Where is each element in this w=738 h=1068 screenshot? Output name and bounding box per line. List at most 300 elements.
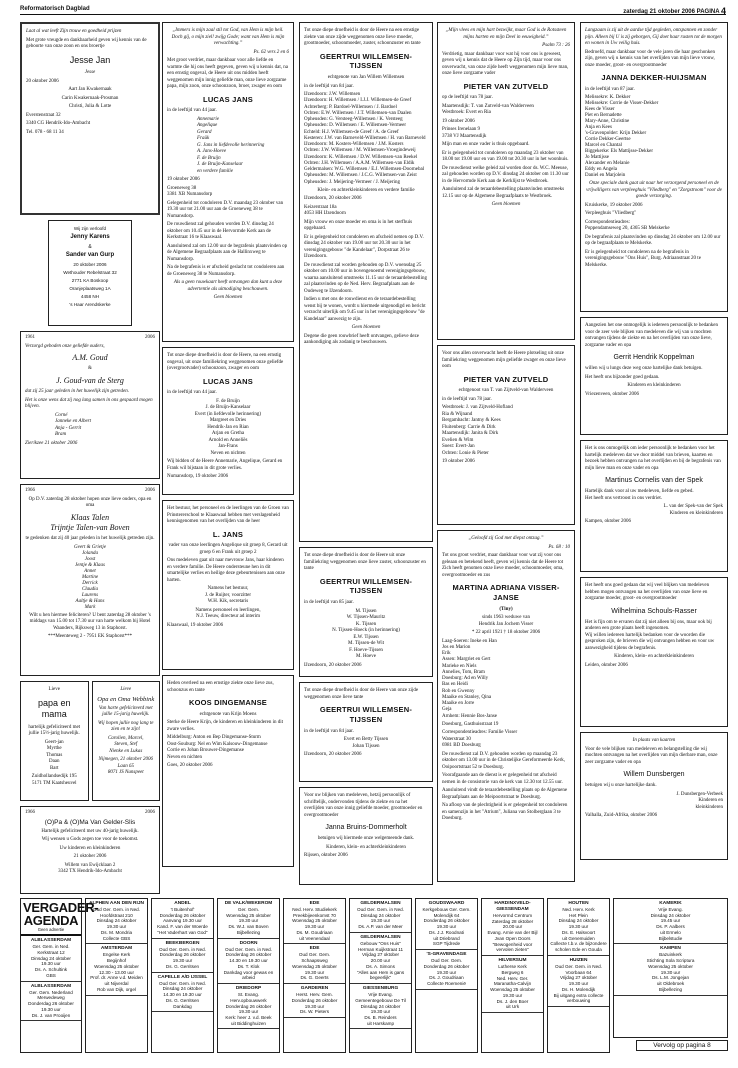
family-list: Annemarie Angelique Gerard Fraük G. Jans in liefdevolle herinnering A. Jans-Hoeve F. de Bruijn J. de Bruijn-Kanselaar en verdere familie — [197, 116, 265, 174]
address-4: 4458 NH — [80, 293, 100, 299]
attendance-info: Indien u met ons de rouwdienst en de teraardebestelling wenst bij te wonen, wordt u hiermede uitgenodigd en bericht verzocht uiterlijk om 9.45 uur in het verenigingsgebouw "de Kandelaar" aanwezig te zijn. — [304, 297, 426, 322]
quote-ref: Ps. 62 vers 2 en 6 — [253, 49, 289, 55]
quote: „Immers is mijn zaal stil tot God, van Hem is mijn heil. Doch gij, o mijn ziel! zwijg Gode; want van Hem is mijn verwachting.” — [171, 28, 285, 46]
column-3 — [299, 22, 433, 890]
date: IJzendoorn, 20 oktober 2006 — [304, 196, 362, 202]
engagement-text: Wij zijn verloofd — [73, 226, 107, 231]
agenda-place: GARDEREN — [300, 986, 329, 992]
agenda-subtitle: Geen adnertie — [37, 927, 65, 932]
agenda-details: Ned. Herv. Kerk Het Plein Dinsdag 24 oktober 19.30 uur Ds. E. Halsvoort uit Genemuiden Collecte t.b.v. de bijzondere scholen Ede en Gouda — [550, 906, 607, 953]
agenda-entry — [548, 956, 609, 1007]
thanks-dunsbergen — [580, 732, 728, 860]
agenda-place: GELDERMALSEN — [360, 901, 401, 906]
deceased-name: Gerrit Hendrik Koppelman — [613, 354, 695, 361]
children-list: Geert-jan Myrthe Thomas Daan Bart — [44, 739, 64, 771]
thanks-janna-bruins — [299, 787, 433, 885]
deceased-name: GEERTRUI WILLEMSEN-TIJSSEN — [319, 705, 413, 724]
anniversary-goud — [20, 331, 160, 479]
agenda-place: HARDINXVELD-GIESSENDAM — [494, 901, 531, 912]
invitation-note: Als u geen rouwkaart heeft ontvangen dan kunt u deze advertentie als uitnodiging beschouwen. — [173, 280, 283, 292]
signature: Kinderen, klein- en achterkleinkinderen — [326, 844, 406, 850]
after-burial-info: Na de begrafenis is er afscheid geslacht tot condoleren aan de Groeneweg 38 te Numansdorp. — [167, 265, 285, 277]
agenda-place: DE VALK/WEKEROM — [224, 901, 273, 906]
couple-names: Klaas Talen Trijntje Talen-van Boven — [50, 512, 130, 532]
address-1: Wethouder Rebelstraat 32 — [63, 270, 117, 276]
agenda-col-3 — [217, 898, 280, 1053]
quote-ref: Ps. 68 : 10 — [548, 544, 570, 550]
agenda-title-1: VERGADER- — [23, 900, 99, 915]
agenda-entry — [284, 984, 345, 1018]
thanks-line: Het is fijn om te ervaren dat zij niet alleen bij ons, maar ook bij anderen een grote plaats heeft ingenomen. Wij willen iedereen hartelijk bedanken voor de woorden die gesproken zijn, de brieven die wij ontvangen hebben en voor uw aanwezigheid tijdens de begrafenis. — [585, 619, 715, 651]
engagement-announcement — [48, 220, 132, 326]
couple-names: (O)Pa & (O)Ma Van Gelder-Slis — [44, 818, 136, 826]
no-flowers: Geen bloemen — [491, 202, 521, 208]
agenda-entry — [152, 899, 213, 939]
children-list: Corné Janneke en Albert Anja - Gerrit Bram — [55, 412, 92, 438]
agenda-place: 'S-GRAVENDAGE — [426, 952, 467, 958]
agenda-list-3 — [218, 899, 279, 1029]
age: in de leeftijd van 44 jaar. — [167, 108, 217, 114]
address-5: 's Haar Arendskerke — [69, 301, 111, 307]
agenda-details: Ger. Gem. in Ned. Kerkstraat 12 Dinsdag 24 oktober 19.30 uur Ds. A. Schultink GBS — [31, 944, 71, 978]
spouse-name-1: A.M. Goud — [72, 353, 108, 362]
comfort-line: Het heeft ons bijzonder goed gedaan. — [585, 374, 660, 380]
anniversary-van-gelder — [20, 806, 160, 894]
date: 19 oktober 2006 — [442, 459, 475, 465]
announcement-text: Heden overleed na een ernstige ziekte onze lieve zus, schoonzus en tante — [167, 681, 274, 693]
deceased-name: Martinus Cornelis van der Spek — [605, 477, 703, 484]
address-city: 3340 CG Hendrik-Ido-Ambacht — [26, 121, 91, 127]
deceased-name: GEERTRUI WILLEMSEN-TIJSSEN — [319, 576, 413, 596]
thanks-line: Hartelijk dank voor al uw medeleven, liefde en gebed. Het heeft ons vertroost in ons verdriet. — [585, 489, 694, 501]
announcement-text: Tot onze diepe droefheid is door de Heere, na een ernstig ongeval, uit onze familiekring weggenomen onze geliefde (overgrootvader) schoonzoon, zwager en oom — [167, 353, 284, 371]
obituary-lucas-jans-in-laws — [162, 347, 294, 495]
obituary-geertrui-siblings — [299, 547, 433, 677]
deceased-name: Willem Dunsbergen — [623, 771, 685, 778]
agenda-place: BEEKBERGEN — [165, 940, 200, 946]
sympathy-text: Ons medeleven gaat uit naar mevrouw Jans, haar kinderen en verdere familie. De Heere ondersteune hen in dit smartelijke verlies en heilige deze gebeurtenissen aan onze harten. — [167, 558, 285, 583]
ampersand: & — [88, 243, 92, 250]
congrats-wish: Wij wensen u Gods zegen toe voor de toekomst. — [41, 837, 139, 843]
agenda-entry — [152, 939, 213, 973]
address: Zuidhollandsedijk 195 5171 TM Kaatsheuvel — [31, 774, 77, 786]
thanks-van-der-spek — [580, 440, 728, 572]
no-flowers: Geen bloemen — [213, 295, 243, 301]
announcement-text: Voor ons allen onverwacht heeft de Heere plotseling uit onze familiekring weggenomen mijn geliefde zwager en onze lieve oom — [442, 351, 566, 369]
child-name: Jesse Jan — [69, 54, 111, 65]
age: in de leeftijd van 44 jaar. — [167, 390, 217, 396]
parent-1: Aart Jan Kwakernaak — [68, 87, 112, 93]
date: Vriezenveen, oktober 2006 — [585, 391, 639, 397]
agenda-entry — [416, 950, 477, 990]
no-flowers: Geen bloemen — [351, 325, 381, 331]
age: in de leeftijd van 84 jaar. — [304, 83, 354, 89]
agenda-place: ALBLASSERDAM — [30, 938, 72, 944]
thanks-text: Onze speciale dank gaat uit naar het verzorgend personeel en de vrijwilligers van verpleeghuis "Vliedberg" en "Zorgstroom" voor de goede verzorging. — [586, 181, 722, 200]
obituary-geertrui-family — [299, 22, 433, 542]
year-start: 1966 — [25, 488, 35, 493]
agenda-details: Engelse Kerk Begijnhof Woensdag 25 oktober 12.30 - 13.00 uur Prof. dr. Anne v.d. Meiden uit Nijverdal Rob van Dijk, orgel — [90, 952, 143, 992]
address-2: 2771 KA Boskoop — [71, 278, 109, 283]
deceased-name: Wilhelmina Schouls-Rasser — [611, 607, 697, 615]
agenda-details: Vrije Evang. Gemeentegebouw De Til Dinsdag 24 oktober 19.30 uur Ds. B. Reinders uit Harskamp — [355, 992, 406, 1026]
anniversary-text: Verzorgd geboden onze geliefde ouders, — [25, 343, 105, 349]
condolence-info: Er is gelegenheid tot condoleren en afscheid nemen op D.V. dinsdag 24 oktober van 19.00 uur tot 20.30 uur in het verenigingsgebouw "de Kandelaar", Dorpstraat 26 te IJzendoorn. — [304, 234, 424, 260]
agenda-details: Oud Ger. Gem. in Ned. Dinsdag 24 oktober 19.30 uur Ds. A.P. van der Meer — [357, 906, 404, 930]
agenda-place: EDE — [309, 946, 320, 952]
column-1 — [20, 22, 160, 890]
age: in de leeftijd van 87 jaar. — [585, 86, 635, 92]
agenda-entry — [482, 956, 543, 1013]
congrats-pair — [20, 681, 160, 801]
agenda-place: GOUDSWAARD — [428, 901, 465, 906]
agenda-list-7 — [482, 899, 543, 1013]
quote-ref: Psalm 73 : 26 — [542, 43, 570, 48]
address: Keizerstraat 18a 4053 HH IJzendoorn — [304, 204, 346, 217]
agenda-place: HOUTEN — [568, 901, 589, 906]
agenda-title-2: AGENDA — [23, 913, 79, 928]
year-end: 2006 — [145, 335, 155, 340]
deceased-name: Janna Bruins-Dommerholt — [325, 824, 407, 831]
agenda-list-2 — [152, 899, 213, 1012]
address: Doesburg, Gasthuisstraat 19 — [442, 721, 499, 727]
obituary-pieter-family — [437, 345, 575, 525]
service-info: De rouwdienst welke geleid zal worden door ds. W.C. Meeuse, zal gehouden worden op D.V. dinsdag 24 oktober om 11.30 uur in de Hervormde Kerk aan de Kerklijst te Westbroek. — [442, 165, 569, 184]
staff-signature: Namens personeel en leerlingen, N.J. Teeuw, directeur ad interim — [195, 607, 261, 620]
agenda-place: HUIZEN — [569, 957, 588, 963]
signature: Uw kinderen en kleinkinderen — [59, 845, 121, 851]
anniversary-years: dat zij 25 jaar geleden in het huwelijk zijn getreden. — [25, 389, 129, 395]
spouse-name-2: J. Goud-van de Sterg — [56, 375, 124, 385]
condolence-info: Er is gelegenheid tot condoleren na de begrafenis in verenigingsgebouw "Ons Huis", Burg. Adriaanstraat 20 te Melskerke. — [585, 249, 701, 268]
date: 21 oktober 2006 — [73, 854, 107, 860]
congrats-text: hartelijk gefeliciteerd met jullie 15½-jarig huwelijk. — [28, 724, 81, 737]
page-number: 4 — [720, 6, 726, 16]
agenda-details: Oud Ger. Gem. in Ned. Hoofdstraat 210 Dinsdag 24 oktober 19.30 uur Ds. M. Mondria Collecte GBS — [93, 906, 140, 941]
agenda-place: DOORN — [239, 940, 258, 946]
age: op de leeftijd van 78 jaar. — [442, 95, 493, 101]
condolence-info: Gelegenheid tot condoleren D.V. maandag 23 oktober van 19.30 uur tot 21.00 uur aan de Groeneweg 38 te Numansdorp. — [167, 200, 284, 219]
spouse-line: echtgenoot van T. van Zijtveld-van Walderveen — [458, 388, 554, 394]
prayer-text: Sterke de Heere Krijn, de kinderen en kleinkinderen in dit zware verlies. — [167, 720, 284, 732]
anniversary-date: Zierikzee 21 oktober 2006 — [25, 440, 78, 446]
correspondence-address: Correspondentieadres: Poppendamseweg 20, 4365 SB Melskerke — [585, 219, 670, 232]
thanks-text: Aangezien het one onmogelijk is iedereen persoonlijk te bedanken voor de zeer vele blijken van medeleven die wij van u mochten ontvangen tijdens de ziekte en na het overlijden van onze lieve, zorgzame vader en opa — [585, 323, 719, 348]
quote: „Geloofd zij God met diepst ontzag.” — [468, 536, 544, 541]
agenda-details: Oud Ger. Gem. Donderdag 26 oktober 19.30 uur Ds. J. Goudriaan Collecte Roemenië — [423, 958, 470, 987]
parent-2: Carin Kwakernaak-Prosman — [61, 95, 119, 101]
family-list: Melissekre: K. Dekker Melissekre: Corrie de Visser-Dekker Kees de Visser Piet en Bernadette Mary-Anne, Christine Anja en Kees 's-Gravenpolder: Krijn Dekker Corrie Dekker-Geertse Marcel en Chantal Biggekerke: Els Mattijsse-Dekker Jo Mattijsse Alexander en Melanie Eddy en Angela Daniel en Marjolein — [585, 95, 659, 179]
agenda-entry — [416, 899, 477, 950]
family-list: IJzendoorn: J.W. Willemsen IJzendoorn: H. Willemsen / I.J.J. Willemsen-de Greef Achterberg: P. Bardoel-Willemsen / J. Bardoel Ochten: E.W. Willemsen / J.T. Willemsen-van Daalen Opheusden: G. Versteeg-Willemsen / K. Versteeg Opheusden: D. Willemsen / E. Willemsen-Vermeer Echteld: H.J. Willemsen-de Greef / A. de Greef Kesteren: J.W. van Barneveld-Willemsen / H. van Barneveld IJzendoorn: M. Kosters-Willemsen / J.M. Kosters Ochten: J.W. Willemsen / M. Willemsen-Vroegindeweij IJzendoorn: K. Willemsen / D.W. Willemsen-van Reekel Ochten: J.H. Willemsen / A.A.M. Willemsen-van Eldik Geldermalsen: W.G. Willemsen / E.J. Willemsen-Doornebal Opheusden: M. Willemsen / J.C.G. Willemsen-van Zeist Opheusden: J. Meijering-Vermeer / J. Meijering — [304, 92, 426, 185]
agenda-details: Bazuinkerk Stichting Sola Scriptura Woensdag 25 oktober 19.30 uur Ds. L.M. Jongejan uit Oldebroek Bijbellezing — [646, 952, 695, 992]
ampersand: & — [88, 366, 92, 372]
agenda-details: 't Buitenhof' Donderdag 26 oktober Aanvang 19.30 uur Kand. F. van der Woerde "Het Vaderhart van God" — [157, 906, 208, 935]
age: in de leeftijd van 85 jaar. — [304, 600, 354, 605]
agenda-col-9 — [613, 898, 728, 1038]
congrats-papa-mama — [20, 681, 89, 801]
obituary-l-jans-school — [162, 500, 294, 670]
date: Kruiskerke, 19 oktober 2006 — [585, 202, 643, 208]
agenda-list-9 — [614, 899, 727, 996]
deceased-name: LUCAS JANS — [203, 376, 253, 386]
agenda-place: AMSTERDAM — [100, 946, 133, 952]
agenda-place: CAPELLE A/D IJSSEL — [157, 974, 208, 980]
service-info: De rouwdienst zal gehouden worden D.V. dinsdag 24 oktober om 10.45 uur in de Hervormde Kerk aan de Kerkstraat 16 te Klaaswaal. — [167, 222, 274, 241]
agenda-entry — [482, 899, 543, 956]
board-signature: Namens het bestuur, J. de Ruijter, voorzitter W.H. Kik, secretaris — [204, 586, 252, 605]
service-info: De rouwdienst zal D.V. gehouden worden op maandag 23 oktober om 13.00 uur in de Christelijke Gereformeerde Kerk, Ooipoortstraat 52 te Doesburg. — [442, 751, 566, 770]
congrats-text: Van harte gefeliciteerd met jullie 15-jarig huwelijk. — [98, 705, 153, 718]
agenda-entry — [614, 944, 727, 995]
location: Verpleeghuis "Vliedberg" — [585, 211, 637, 217]
thanks-schouls-rasser — [580, 577, 728, 727]
agenda-entry — [218, 899, 279, 939]
announcement-text: Tot onze diepe droefheid is door de Heere na een ernstige ziekte van onze zijde weggenomen onze lieve moeder, grootmoeder, schoonmoeder, zuster, schoonzuster en tante — [304, 28, 421, 46]
year-end: 2006 — [145, 810, 155, 815]
agenda-entry — [350, 933, 411, 984]
agenda-entry — [218, 939, 279, 984]
agenda-col-5 — [349, 898, 412, 1053]
nickname: (Tiny) — [499, 606, 513, 612]
date: Rijssen, oktober 2006 — [304, 853, 348, 859]
announcement-text: Bedroefd, maar dankbaar voor de vele jaren die haar geschonken zijn, geven wij u kennis van het overlijden van mijn lieve vrouw, onze moeder, groot- en overgrootmoeder — [585, 49, 715, 68]
address-line: Everstenstraat 32 — [26, 112, 61, 118]
page-header — [20, 3, 726, 15]
agenda-col-1 — [85, 898, 148, 1053]
announcement-text: Met grote vreugde en dankbaarheid geven wij kennis van de geboorte van onze zoon en ons broertje — [26, 37, 147, 49]
agenda-details: Ned. Herv. Studiekerk Preekbijeenkomst 70 Woensdag 25 oktober 19.30 uur Ds. M. Goudriaan uit Veenendaal — [292, 906, 337, 941]
agenda-details: Gebouw "Ons Huis" Herman Kuijkstraat 11 Vrijdag 27 oktober 20.00 uur Ds. A. Simons "Alles aan Hem is gans begeerlijk" — [356, 940, 405, 981]
family-list: M. Tijssen W. Tijssen-Mauritz K. Tijssen N. Tijssen-Hoeck (in herinnering) E.W. Tijssen M. Tijssen-de Wit F. Hoeve-Tijssen M. Hoeve — [332, 608, 400, 659]
birth-announcement — [20, 22, 160, 215]
page-date: zaterdag 21 oktober 2006 PAGINA 4 — [623, 6, 726, 16]
agenda-details: Oud Ger. Gem. in Ned. Donderdag 26 oktober 14.30 en 19.30 uur Ds. T. Klok Dankdag voor gewas en arbeid — [223, 946, 274, 981]
date: Goes, 20 oktober 2006 — [167, 763, 213, 769]
prayer-text: Wij bidden of de Heere Annemarie, Angelique, Gerard en Frank wil bijstaan in dit grote verlies. — [167, 459, 283, 471]
deceased-name: MARTINA ADRIANA VISSER-JANSE — [452, 583, 560, 602]
family-list: Maartensdijk: T. van Zutveld-van Walderveen Westbroek: Evert en Ria — [442, 103, 534, 116]
deceased-name: PIETER VAN ZUTVELD — [463, 374, 549, 384]
family-list: Laag-Soeren: Ineke en Han Jos en Marion Erik Assen: Margriet en Gert Marieke en Niels Annelies, Tom, Bram Doesburg: Ad en Willy Bas en Heidi Rob en Gwenny Maaike en Stanley, Qina Maaike en Jorre Geja Arnhem: Hennie Bos-Janse — [442, 638, 497, 719]
invitation-note: Degene die geen rouwbrief heeft ontvangen, gelieve deze aankondiging als zodanig te beschouwen. — [304, 333, 419, 346]
continued-link[interactable]: Vervolg op pagina 8 — [636, 1040, 728, 1051]
address: Nijmegen, 21 oktober 2006 Laan 65 8071 JS Nunspeet — [98, 757, 153, 776]
date: Numansdorp, 19 oktober 2006 — [167, 474, 229, 480]
thanks-line: betuigen wij u onze hartelijke dank. — [585, 783, 657, 789]
obituary-geertrui-niece — [299, 682, 433, 782]
agenda-entry — [86, 899, 147, 944]
date: IJzendoorn, 20 oktober 2006 — [304, 662, 362, 668]
year-end: 2006 — [145, 488, 155, 493]
reception-info: Wilt u hen hiermee feliciteren? U bent zaterdag 28 oktober 's middags van 15.00 tot 17.30 uur van harte welkom bij Hotel Waanders, Rijksweg 13 in Staphorst. — [29, 612, 151, 631]
agenda-details: Oud Ger. Gem. Schaapsweg Woensdag 25 oktober 19.30 uur Ds. G. Geerts — [292, 952, 337, 981]
thanks-koppelman — [580, 317, 728, 435]
congrats-wish: Wij hopen jullie nog lang te zien en te zijn! — [98, 720, 154, 733]
agenda-place: KAMPEN — [660, 946, 681, 952]
viewing-info: Mijn vrouw en onze moeder en oma is in het sterfhuis opgebaard. — [304, 219, 413, 232]
address: Groeneweg 38 3381 XB Numansdorp — [167, 185, 213, 198]
agenda-details: Kerkgebouw Ger. Gem. Molendijk 64 Donderdag 26 oktober 19.30 uur Ds. J.J. Roodnati uit Driebrand SGP Tijdrede — [422, 906, 471, 947]
family-list: Evert en Betty Tijssen Johan Tijssen — [343, 737, 389, 749]
date: Klaaswaal, 19 oktober 2006 — [167, 622, 224, 628]
agenda-entry — [614, 899, 727, 944]
announcement-text: Tot onze diepe droefheid is door de Heere uit onze familiekring weggenomen onze lieve zuster, schoonzuster en tante — [304, 553, 426, 571]
signature: Kinderen en kleinkinderen — [627, 383, 681, 389]
agenda-entry — [284, 944, 345, 984]
burial-info: Aansluitend zal om 12.00 uur de begrafenis plaatsvinden op de Algemene Begraafplaats aan de Hallinxweg te Numansdorp. — [167, 243, 288, 262]
heading: In plaats van kaarten — [632, 738, 676, 743]
thanks-line: betuigen wij hiermede onze welgemeende dank. — [317, 836, 415, 842]
agenda-entry — [21, 936, 81, 981]
agenda-col-4 — [283, 898, 346, 1053]
spouse-line: echtgenote van Krijn Moens — [199, 711, 257, 717]
agenda-details: Ger. Gem. Woensdag 25 oktober 19.30 uur Ds. W.J. van Boven Bijbellezing — [226, 906, 271, 935]
burial-info: Aansluitend vindt de teraardebestelling plaats op de Algemene Begraafplaats aan de Meipoortstraat te Doesburg. — [442, 788, 568, 800]
year-start: 1966 — [25, 810, 35, 815]
agenda-entry — [21, 982, 81, 1022]
address: Willem van Ewijcklaan 2 3342 TX Hendrik-Ido-Ambacht — [58, 862, 122, 875]
heading: Lieve — [120, 687, 132, 692]
agenda-place: ANDEL — [174, 901, 191, 906]
congrats-name: papa en mama — [37, 697, 71, 720]
engaged-name-2: Sander van Gurp — [65, 252, 115, 259]
address-3: Oranjeplaatsweg 1A — [69, 285, 111, 291]
agenda-details: Lutherse Kerk Bergweg 6 Ned. Herv. Ger. Maranatha-Calvijn Woensdag 25 oktober 19.30 uur Ds. J. den Boer uit Urk — [490, 964, 535, 1010]
obituary-martina-visser — [437, 530, 575, 882]
deceased-name: KOOS DINGEMANSE — [188, 698, 267, 707]
service-info: De rouwdienst zal worden gehouden op D.V. woensdag 25 oktober om 10.00 uur in bovengenoemd verenigingsgebouw, waarna aansluitend omstreeks 11.15 uur de teraardebestelling zal plaatsvinden op de Ned. Herv. Begraafplaats aan de Oudeweg te IJzendoorn. — [304, 262, 427, 294]
siblings: Christi, Julia & Lotte — [68, 104, 112, 110]
viewing-info: Mijn man en onze vader is thuis opgebaard. — [442, 142, 530, 148]
obituary-lucas-jans-family — [162, 22, 294, 342]
birth-date: 20 oktober 2006 — [26, 78, 59, 84]
engaged-name-1: Jenny Karens — [70, 233, 110, 240]
quote: Langzaam is zij uit de aardse tijd gegleden, ontspannen en zonder pijn. Alleen bij U is zij geborgen, Gij doet haar rusten tot de morgen en wonen in Uw veilig huis. — [585, 28, 722, 46]
year-start: 1961 — [25, 335, 35, 340]
date: Kampen, oktober 2006 — [585, 519, 631, 525]
agenda-col-6 — [415, 898, 478, 1053]
announcement-text: Tot ons groot verdriet, maar dankbaar voor wat zij voor ons geleaan en betekend heeft, geven wij kennis dat de Heere tot Zich heeft genomen onze lieve moeder, schoonmoeder, oma, overgrootmoeder en zus — [442, 553, 564, 578]
congrats-opa-oma — [92, 681, 161, 801]
agenda-place: GELDERMALSEN — [360, 934, 401, 940]
column-4 — [437, 22, 575, 890]
anniversary-text: Op D.V. zaterdag 28 oktober hopen onze lieve ouders, opa en oma — [28, 496, 152, 508]
deceased-name: JANNA DEKKER-HUIJSMAN — [601, 73, 707, 82]
life-dates: * 22 april 1921 † 18 oktober 2006 — [471, 630, 541, 635]
agenda-place: HILVERSUM — [498, 958, 527, 964]
newspaper-name: Reformatorisch Dagblad — [20, 6, 90, 12]
age: in de leeftijd van 84 jaar. — [304, 728, 354, 734]
announcement-text: Tot onze diepe droefheid is door de Heere van onze zijde weggenomen onze lieve tante — [304, 688, 419, 700]
deceased-name: GEERTRUI WILLEMSEN-TIJSSEN — [319, 51, 413, 71]
thanks-text: Het is ons onmogelijk om ieder persoonlijk te bedanken voor het hartelijk medeleven dat we door middel van brieven, kaarten en bezoek hebben ontvangen na het overlijden en bij de begrafenis van mijn lieve man en onze vader en opa — [585, 446, 721, 471]
thanks-text: Het heeft ons goed gedaan dat wij veel blijken van medeleven hebben mogen ontvangen na het overlijden van onze lieve en zorgzame moeder, groot- en overgrootmoeder — [585, 583, 710, 601]
thanks-text: Voor uw blijken van medeleven, hetzij persoonlijk of schriftelijk, ondervonden tijdens de ziekte en na het overlijden van onze innig geliefde moeder, grootmoeder en overgrootmoeder — [304, 793, 423, 818]
spouse-line: echtgenote van Jan Willem Willemsen — [327, 75, 405, 80]
date: Valhalla, Zuid-Afrika, oktober 2006 — [585, 813, 658, 819]
quote: „Mijn vlees en mijn hart bezwijkt, maar God is de Rotssteen mijns harten en mijn Deel in eeuwigheid.” — [445, 28, 567, 40]
engagement-date: 20 oktober 2006 — [73, 262, 107, 268]
announcement-text: Met groot verdriet, maar dankbaar voor alle liefde en warmte die hij ons heeft gegeven, geven wij u kennis dat, na een ernstig ongeval, de Heere uit ons midden heeft weggenomen mijn innig geliefde man, onze lieve zorgzame papa, mijn zoon, onze schoonzoon, broer, zwager en oom — [167, 58, 288, 89]
quote: Laat al wat leeft Zijn trouw en goedheid prijzen — [26, 29, 122, 34]
age: in de leeftijd van 78 jaar. — [442, 396, 492, 402]
address: Prinses Irenelaan 9 3738 VJ Maartensdijk — [442, 127, 487, 139]
agenda-place: DRIEDORP — [235, 986, 262, 992]
obituary-janna-dekker — [580, 22, 728, 312]
grandchildren-line: Klein- en achterkleinkinderen en verdere familie — [317, 187, 415, 193]
agenda-place: KAMERIK — [659, 901, 682, 906]
heading: Lieve — [48, 687, 60, 692]
thanks-line: willen wij u lungs deze weg onze hartelijke dank betuigen. — [585, 366, 703, 372]
agenda-place: GIESSENBURG — [362, 986, 399, 992]
relation-text: vader van onze leerlingen Angelique uit groep 8, Gerard uit groep 6 en Frank uit groep 2 — [168, 543, 288, 555]
signature: J. Dunsbergen-Verbeek Kinderen en kleinkinderen — [676, 791, 723, 810]
deceased-name: PIETER VAN ZUTVELD — [463, 81, 549, 91]
agenda-entry — [218, 984, 279, 1029]
agenda-list-6 — [416, 899, 477, 990]
agenda-col-7 — [481, 898, 544, 1053]
anniversary-talen — [20, 484, 160, 676]
agenda-list-5 — [350, 899, 411, 1029]
obituary-pieter-van-zutveld — [437, 22, 575, 340]
family-list: Westbroek: J. van Zijtveld-Hofland Ria & Wijnand Bergambacht: Jantny & Kees Fluitenberg: Carrie & Dirk Maartensdijk: Janita & Dirk Evelien & Wim Soest: Evert-Jan Ochten: Lonie & Pieter — [442, 405, 513, 456]
agenda-list-4 — [284, 899, 345, 1018]
widow-line: sinds 1963 weduwe van Hendrik Jan Jochem Visser — [478, 615, 534, 627]
agenda-details: Oud Ger. Gem. in Ned. Voorbaan 64 Vrijdag 27 oktober 19.30 uur Ds. H. Molendijk Bij uitgang extra collecte verbouwing — [553, 963, 604, 1004]
agenda-col-0 — [20, 898, 99, 1053]
agenda-details: Ger. Gem. Nederland Merwedeweg Donderdag 26 oktober 19.30 uur Ds. J. van Prooijen — [28, 989, 74, 1018]
agenda-details: Hervormd Centrum Zaterdag 28 oktober 20.00 uur Evang. Arnie van der Bijl Jvan Open Doors "Bewogenheid voor vervolen zieten" — [487, 912, 538, 953]
telephone: Tel. 078 - 68 11 34 — [26, 129, 64, 135]
column-5 — [580, 22, 728, 890]
agenda-entry — [284, 899, 345, 944]
agenda-entry — [548, 899, 609, 956]
date: Leiden, oktober 2006 — [585, 662, 628, 668]
family-list: Middelburg: Anton en Bep Dingemanse-Sturm Oost-Souburg: Nel en Wim Kalsouw-Dingemanse Corrie en Johan Brouwer-Dingemanse Neven en nichten — [167, 735, 268, 760]
date: 19 oktober 2006 — [167, 177, 200, 183]
agenda-details: St. Evang. Herv.opbouwwerk Donderdag 26 oktober 19.30 uur Kerk: heer J. v.d. Beek uit Biddinghuizen — [225, 992, 272, 1026]
agenda-place: ALPHEN AAN DEN RIJN — [89, 901, 144, 906]
announcement-text: Het bestuur, het personeel en de leerlingen van de Groen van Prinstererschool te Klaaswaal hebben met verslagenheid kennisgenomen van het overlijden van de heer — [167, 506, 289, 524]
column-2 — [162, 22, 294, 890]
date: IJzendoorn, 20 oktober 2006 — [304, 752, 362, 757]
condolence-info: Na afloop van de plechtigheid is er gelegenheid tot condoleren en samenzijn in het "Atrium", Juliana van Stolberglaan 3 te Doesburg. — [442, 803, 568, 822]
burial-info: Aansluitend zal de teraardebestelling plaatsvinden omstreeks 12.15 uur op de Algemene Begraafplaats te Westbroek. — [442, 187, 565, 199]
children-list: Geert & Grietje Jolanda Joost Jentje & Klaas Annet Martine Derrick Claudia Laurens Aaltje & Hans Mark — [74, 544, 106, 610]
agenda-list-0 — [21, 936, 81, 1021]
farewell-info: Voorafgaande aan de dienst is er gelegenheid tot afscheid nemen in de consistorie van de kerk van 12.30 tot 12.55 uur. — [442, 773, 563, 785]
agenda-place: ALBLASSERDAM — [30, 983, 72, 989]
agenda-entry — [152, 973, 213, 1013]
agenda-title — [21, 899, 99, 936]
deceased-name: LUCAS JANS — [203, 94, 253, 104]
thanks-text: Voor de vele blijken van medeleven en belangstelling die wij mochten ontvangen na het overlijden van mijn dierbare man, onze zeer zorgzame vader en opa — [585, 746, 718, 765]
agenda-entry — [86, 944, 147, 995]
agenda-col-8 — [547, 898, 610, 1053]
date: 19 oktober 2006 — [442, 118, 475, 124]
agenda-details: Vrije Evang. Dinsdag 24 oktober 19.45 uur Ds. P. Aalbers uit Ermelo Bijbelstudie — [650, 906, 691, 941]
congrats-text: Hartelijk gefeliciteerd met uw 40-jarig huwelijk. — [41, 828, 139, 834]
agenda-col-2 — [151, 898, 214, 1053]
correspondence-address: Correspondentieadres: Familie Visser Waterstraat 30 6981 BD Doesburg — [442, 730, 518, 749]
congrats-name: Opa en Oma Webbink — [97, 695, 155, 703]
grandchildren-list: Carolien, Marcel, Steven, Stef Nienke en Lukas — [107, 735, 144, 754]
agenda-entry — [350, 984, 411, 1029]
burial-info: De begrafenis zal plaatsvinden op dinsdag 24 oktober om 12.00 uur op de begraafplaats te Melskerke. — [585, 234, 721, 247]
agenda-list-1 — [86, 899, 147, 996]
announcement-text: Verdrietig, maar dankbaar voor wat hij voor ons is geweest, geven wij u kennis dat de Heere op Zijn tijd, maar voor ons onverwacht, van onze zijde heeft weggenomen mijn lieve man, onze lieve zorgzame vader — [442, 51, 569, 76]
